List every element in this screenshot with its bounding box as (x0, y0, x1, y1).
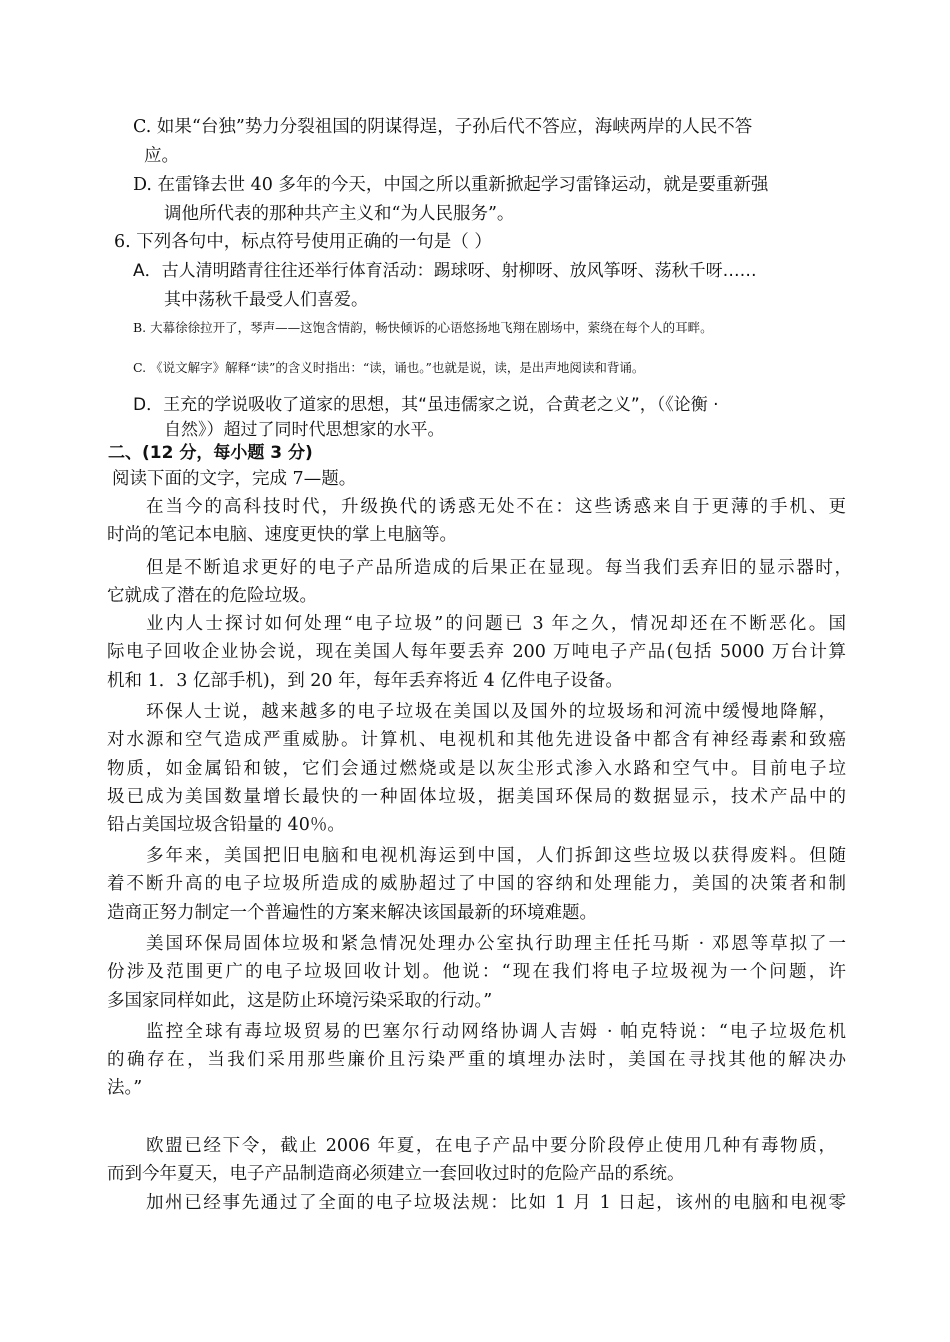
passage-line: 在当今的高科技时代，升级换代的诱惑无处不在：这些诱惑来自于更薄的手机、更 (146, 497, 846, 517)
passage-line: 而到今年夏天，电子产品制造商必须建立一套回收过时的危险产品的系统。 (107, 1164, 685, 1184)
passage-line: 造商正努力制定一个普遍性的方案来解决该国最新的环境难题。 (107, 903, 597, 923)
q5-option-c-line1: C. 如果“台独”势力分裂祖国的阴谋得逞，子孙后代不答应，海峡两岸的人民不答 (133, 117, 753, 137)
passage-line: 多国家同样如此，这是防止环境污染采取的行动。” (107, 991, 493, 1011)
passage-line: 着不断升高的电子垃圾所造成的威胁超过了中国的容纳和处理能力，美国的决策者和制 (107, 874, 846, 894)
passage-line: 物质，如金属铅和铍，它们会通过燃烧或是以灰尘形式渗入水路和空气中。目前电子垃 (107, 759, 846, 779)
q6-option-d-line2: 自然》）超过了同时代思想家的水平。 (164, 420, 445, 440)
passage-line: 环保人士说，越来越多的电子垃圾在美国以及国外的垃圾场和河流中缓慢地降解， (146, 702, 836, 722)
passage-line: 圾已成为美国数量增长最快的一种固体垃圾，据美国环保局的数据显示，技术产品中的 (107, 787, 846, 807)
passage-line: 份涉及范围更广的电子垃圾回收计划。他说：“现在我们将电子垃圾视为一个问题，许 (107, 962, 846, 982)
q5-option-c-line2: 应。 (144, 146, 179, 166)
passage-line: 但是不断追求更好的电子产品所造成的后果正在显现。每当我们丢弃旧的显示器时， (146, 558, 852, 578)
passage-line: 时尚的笔记本电脑、速度更快的掌上电脑等。 (107, 525, 457, 545)
passage-line: 业内人士探讨如何处理“电子垃圾”的问题已 3 年之久，情况却还在不断恶化。国 (146, 614, 846, 634)
q6-option-a-line2: 其中荡秋千最受人们喜爱。 (164, 290, 368, 310)
q5-option-d-line1: D. 在雷锋去世 40 多年的今天，中国之所以重新掀起学习雷锋运动，就是要重新强 (133, 175, 769, 195)
passage-line: 法。” (107, 1078, 143, 1098)
q5-option-d-line2: 调他所代表的那种共产主义和“为人民服务”。 (164, 204, 515, 224)
passage-line: 机和 1．3 亿部手机)，到 20 年，每年丢弃将近 4 亿件电子设备。 (107, 671, 623, 691)
q6-option-b: B. 大幕徐徐拉开了，琴声——这饱含情韵，畅快倾诉的心语悠扬地飞翔在剧场中，萦绕在每个人的耳畔。 (133, 320, 713, 335)
section-instruction: 阅读下面的文字，完成 7—题。 (112, 469, 357, 489)
passage-line: 欧盟已经下令，截止 2006 年夏，在电子产品中要分阶段停止使用几种有毒物质， (146, 1136, 836, 1156)
passage-line: 的确存在，当我们采用那些廉价且污染严重的填埋办法时，美国在寻找其他的解决办 (107, 1050, 846, 1070)
passage-line: 它就成了潜在的危险垃圾。 (107, 586, 317, 606)
q6-option-a-line1: A．古人清明踏青往往还举行体育活动：踢球呀、射柳呀、放风筝呀、荡秋千呀…… (133, 261, 757, 281)
q6-option-d-line1: D．王充的学说吸收了道家的思想，其“虽违儒家之说，合黄老之义”，（《论衡 · (133, 395, 719, 415)
passage-line: 对水源和空气造成严重威胁。计算机、电视机和其他先进设备中都含有神经毒素和致癌 (107, 730, 846, 750)
q6-stem: 6. 下列各句中，标点符号使用正确的一句是（ ） (114, 232, 492, 252)
passage-line: 际电子回收企业协会说，现在美国人每年要丢弃 200 万吨电子产品(包括 5000 万台计算 (107, 642, 846, 662)
q6-option-c: C. 《说文解字》解释“读”的含义时指出：“读，诵也。”也就是说，读，是出声地阅读和背诵。 (133, 360, 645, 375)
passage-line: 美国环保局固体垃圾和紧急情况处理办公室执行助理主任托马斯 · 邓恩等草拟了一 (146, 934, 846, 954)
passage-line: 加州已经事先通过了全面的电子垃圾法规：比如 1 月 1 日起，该州的电脑和电视零 (146, 1193, 846, 1213)
section-heading: 二、(12 分，每小题 3 分) (108, 443, 313, 463)
passage-line: 监控全球有毒垃圾贸易的巴塞尔行动网络协调人吉姆 · 帕克特说：“电子垃圾危机 (146, 1022, 846, 1042)
passage-line: 铅占美国垃圾含铅量的 40％。 (107, 815, 345, 835)
passage-line: 多年来，美国把旧电脑和电视机海运到中国，人们拆卸这些垃圾以获得废料。但随 (146, 846, 846, 866)
